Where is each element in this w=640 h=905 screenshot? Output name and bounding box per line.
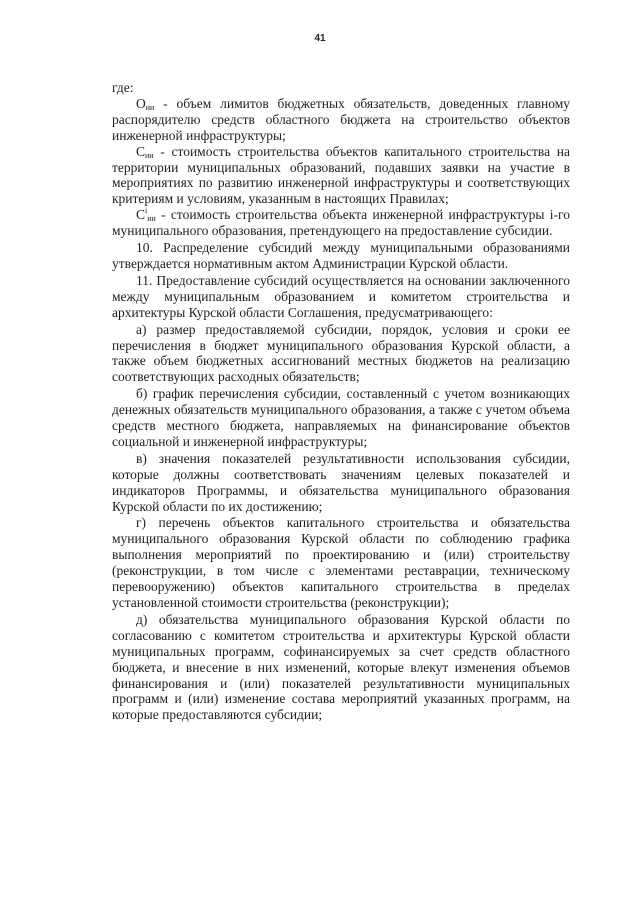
formula-symbol: $С_{ии}$ bbox=[136, 143, 154, 160]
list-item-a: а) размер предоставляемой субсидии, порядок, условия и сроки ее перечисления в бюджет муниципального образования Курской области, а также объем бюджетных ассигнований местных бюджетов на реализацию соответствующих расходных обязательств; bbox=[112, 321, 570, 385]
list-item-v: в) значения показателей результативности использования субсидии, которые должны соответствовать значениям целевых показателей и индикаторов Программы, и обязательства муниципального образования Курской области по их достижению; bbox=[112, 450, 570, 514]
list-item-b: б) график перечисления субсидии, составленный с учетом возникающих денежных обязательств муниципального образования, а также с учетом объема средств местного бюджета, направляемых на финансирование объектов социальной и инженерной инфраструктуры; bbox=[112, 386, 570, 449]
list-item-d: д) обязательства муниципального образования Курской области по согласованию с комитетом строительства и архитектуры Курской области муниципальных программ, софинансируемых за счет средств областного бюджета, и внесение в них изменений, которые влекут изменения объемов финансирования и (или) показателей результативности муниципальных программ и (или) изменение состава мероприятий указанных программ, на которые предоставляются субсидии; bbox=[112, 611, 570, 723]
list-item-g: г) перечень объектов капитального строительства и обязательства муниципального образования Курской области по соблюдению графика выполнения мероприятий по проектированию и (или) строительству (реконструкции, в том числе с элементами реставрации, техническому перевооружению) объектов капитального строительства в пределах установленной стоимости строительства (реконструкции); bbox=[112, 515, 570, 610]
definition-c-ii bbox=[112, 144, 570, 208]
formula-symbol: $О_{ии}$ bbox=[136, 95, 155, 112]
page-number: 41 bbox=[314, 33, 326, 44]
definition-text: - объем лимитов бюджетных обязательств, доведенных главному распорядителю средств областного бюджета на строительство объектов инженерной инфраструктуры; bbox=[112, 95, 570, 143]
intro-where: где: bbox=[112, 80, 134, 95]
definition-text: - стоимость строительства объекта инженерной инфраструктуры i-го муниципального образования, претендующего на предоставление субсидии. bbox=[112, 207, 570, 239]
paragraph-10: 10. Распределение субсидий между муниципальными образованиями утверждается нормативным актом Администрации Курской области. bbox=[112, 240, 570, 271]
document-body bbox=[112, 80, 570, 723]
definition-text: - стоимость строительства объектов капитального строительства на территории муниципальных образований, подавших заявки на участие в мероприятиях по развитию инженерной инфраструктуры и соответствующих критериям и условиям, указанным в настоящих Правилах; bbox=[112, 143, 570, 207]
formula-symbol: $С^i_{ии}$ bbox=[136, 206, 156, 224]
definition-o-ii bbox=[112, 96, 570, 144]
paragraph-11: 11. Предоставление субсидий осуществляется на основании заключенного между муниципальным образованием и комитетом строительства и архитектуры Курской области Соглашения, предусматривающего: bbox=[112, 272, 570, 320]
definition-c-i-ii bbox=[112, 207, 570, 239]
